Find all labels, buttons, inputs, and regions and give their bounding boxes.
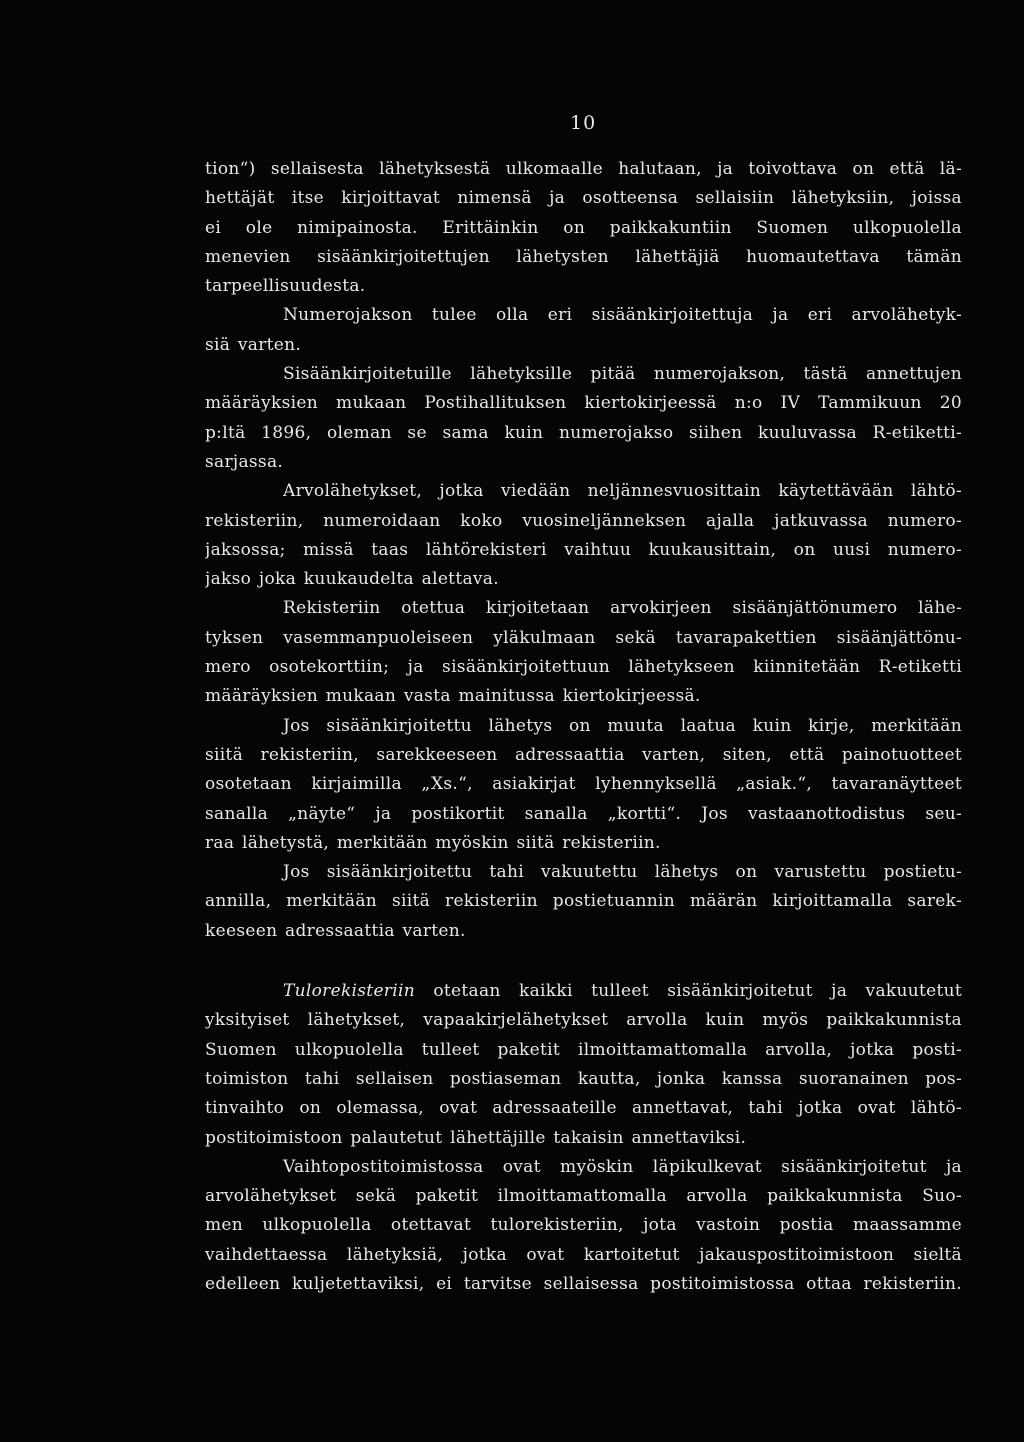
line-text: mero osotekorttiin; ja sisäänkirjoitettuun lähetykseen kiinnitetään R-etiketti bbox=[205, 657, 962, 678]
section-gap bbox=[205, 946, 962, 977]
text-line bbox=[205, 887, 962, 916]
line-text: annilla, merkitään siitä rekisteriin postietuannin määrän kirjoittamalla sarek- bbox=[205, 891, 962, 912]
text-line bbox=[205, 741, 962, 770]
text-line bbox=[205, 565, 962, 594]
line-text: keeseen adressaattia varten. bbox=[205, 920, 466, 941]
line-text: Arvolähetykset, jotka viedään neljännesvuosittain käytettävään lähtö- bbox=[283, 481, 962, 502]
text-line bbox=[205, 858, 962, 887]
line-text: osotetaan kirjaimilla „Xs.“, asiakirjat lyhennyksellä „asiak.“, tavaranäytteet bbox=[205, 774, 962, 795]
line-text: sanalla „näyte“ ja postikortit sanalla „kortti“. Jos vastaanottodistus seu- bbox=[205, 803, 962, 824]
text-line bbox=[205, 624, 962, 653]
text-line bbox=[205, 682, 962, 711]
line-text: Jos sisäänkirjoitettu tahi vakuutettu lähetys on varustettu postietu- bbox=[283, 862, 962, 883]
line-text: postitoimistoon palautetut lähettäjille takaisin annettaviksi. bbox=[205, 1127, 747, 1148]
line-text: vaihdettaessa lähetyksiä, jotka ovat kartoitetut jakauspostitoimistoon sieltä bbox=[205, 1244, 962, 1265]
text-line bbox=[205, 243, 962, 272]
line-text: menevien sisäänkirjoitettujen lähetysten lähettäjiä huomautettava tämän bbox=[205, 246, 962, 267]
text-line bbox=[205, 1036, 962, 1065]
line-text: otetaan kaikki tulleet sisäänkirjoitetut ja vakuutetut bbox=[414, 981, 962, 1002]
line-text: Suomen ulkopuolella tulleet paketit ilmoittamattomalla arvolla, jotka posti- bbox=[205, 1039, 962, 1060]
line-text: tinvaihto on olemassa, ovat adressaateille annettavat, tahi jotka ovat lähtö- bbox=[205, 1098, 962, 1119]
line-text: jakso joka kuukaudelta alettava. bbox=[205, 569, 499, 590]
line-text: määräyksien mukaan Postihallituksen kiertokirjeessä n:o IV Tammikuun 20 bbox=[205, 393, 962, 414]
line-text: edelleen kuljetettaviksi, ei tarvitse sellaisessa postitoimistossa ottaa rekisteriin. bbox=[205, 1273, 962, 1294]
text-line bbox=[205, 155, 962, 184]
text-line bbox=[205, 770, 962, 799]
text-line bbox=[205, 1153, 962, 1182]
text-line bbox=[205, 653, 962, 682]
line-text: Sisäänkirjoitetuille lähetyksille pitää numerojakson, tästä annettujen bbox=[283, 364, 962, 385]
line-text: määräyksien mukaan vasta mainitussa kiertokirjeessä. bbox=[205, 686, 701, 707]
line-text: sarjassa. bbox=[205, 451, 284, 472]
text-line bbox=[205, 272, 962, 301]
text-line bbox=[205, 331, 962, 360]
text-line bbox=[205, 800, 962, 829]
italic-term: Tulorekisteriin bbox=[283, 981, 415, 1002]
line-text: rekisteriin, numeroidaan koko vuosineljänneksen ajalla jatkuvassa numero- bbox=[205, 510, 962, 531]
body-text bbox=[205, 155, 962, 1299]
line-text: siä varten. bbox=[205, 334, 302, 355]
text-line bbox=[205, 977, 962, 1006]
line-text: arvolähetykset sekä paketit ilmoittamattomalla arvolla paikkakunnista Suo- bbox=[205, 1186, 962, 1207]
text-line bbox=[205, 389, 962, 418]
page-number: 10 bbox=[570, 112, 597, 134]
line-text: siitä rekisteriin, sarekkeeseen adressaattia varten, siten, että painotuotteet bbox=[205, 744, 962, 765]
line-text: Rekisteriin otettua kirjoitetaan arvokirjeen sisäänjättönumero lähe- bbox=[283, 598, 962, 619]
line-text: Numerojakson tulee olla eri sisäänkirjoitettuja ja eri arvolähetyk- bbox=[283, 305, 962, 326]
text-line bbox=[205, 419, 962, 448]
text-line bbox=[205, 448, 962, 477]
line-text: tyksen vasemmanpuoleiseen yläkulmaan sekä tavarapakettien sisäänjättönu- bbox=[205, 627, 962, 648]
line-text: ei ole nimipainosta. Erittäinkin on paikkakuntiin Suomen ulkopuolella bbox=[205, 217, 962, 238]
text-line bbox=[205, 214, 962, 243]
line-text: Vaihtopostitoimistossa ovat myöskin läpikulkevat sisäänkirjoitetut ja bbox=[283, 1156, 962, 1177]
text-line bbox=[205, 1124, 962, 1153]
text-line bbox=[205, 1270, 962, 1299]
text-line bbox=[205, 184, 962, 213]
text-line bbox=[205, 360, 962, 389]
text-line bbox=[205, 712, 962, 741]
line-text: p:ltä 1896, oleman se sama kuin numerojakso siihen kuuluvassa R-etiketti- bbox=[205, 422, 962, 443]
text-line bbox=[205, 1241, 962, 1270]
line-text: yksityiset lähetykset, vapaakirjelähetykset arvolla kuin myös paikkakunnista bbox=[205, 1010, 962, 1031]
line-text: Jos sisäänkirjoitettu lähetys on muuta laatua kuin kirje, merkitään bbox=[283, 715, 962, 736]
text-line bbox=[205, 829, 962, 858]
text-line bbox=[205, 1094, 962, 1123]
text-line bbox=[205, 1182, 962, 1211]
text-line bbox=[205, 477, 962, 506]
line-text: tion“) sellaisesta lähetyksestä ulkomaalle halutaan, ja toivottava on että lä- bbox=[205, 159, 962, 179]
text-line bbox=[205, 1065, 962, 1094]
text-line bbox=[205, 536, 962, 565]
text-line bbox=[205, 917, 962, 946]
text-line bbox=[205, 507, 962, 536]
line-text: raa lähetystä, merkitään myöskin siitä rekisteriin. bbox=[205, 832, 661, 853]
text-line bbox=[205, 1006, 962, 1035]
text-line bbox=[205, 301, 962, 330]
line-text: hettäjät itse kirjoittavat nimensä ja osotteensa sellaisiin lähetyksiin, joissa bbox=[205, 188, 962, 209]
line-text: men ulkopuolella otettavat tulorekisteriin, jota vastoin postia maassamme bbox=[205, 1215, 962, 1236]
text-line bbox=[205, 594, 962, 623]
line-text: tarpeellisuudesta. bbox=[205, 276, 366, 297]
line-text: jaksossa; missä taas lähtörekisteri vaihtuu kuukausittain, on uusi numero- bbox=[205, 539, 962, 560]
text-line bbox=[205, 1211, 962, 1240]
line-text: toimiston tahi sellaisen postiaseman kautta, jonka kanssa suoranainen pos- bbox=[205, 1068, 962, 1089]
